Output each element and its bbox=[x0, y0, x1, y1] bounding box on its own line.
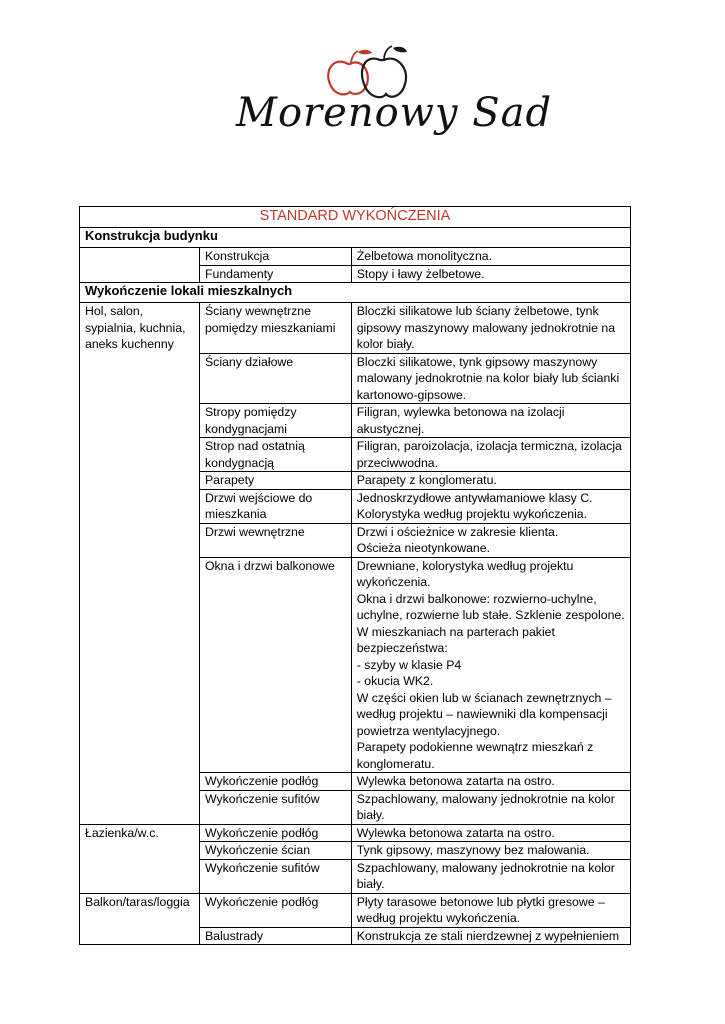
row-value: Filigran, paroizolacja, izolacja termiczna, izolacja przeciwwodna. bbox=[351, 438, 630, 472]
row-label: Ściany wewnętrzne pomiędzy mieszkaniami bbox=[199, 303, 351, 354]
row-value: Wylewka betonowa zatarta na ostro. bbox=[351, 824, 630, 842]
row-label: Fundamenty bbox=[199, 265, 351, 283]
row-value: Tynk gipsowy, maszynowy bez malowania. bbox=[351, 842, 630, 860]
row-label: Wykończenie podłóg bbox=[199, 773, 351, 791]
row-value: Konstrukcja ze stali nierdzewnej z wypełnieniem bbox=[351, 927, 630, 945]
section-heading: Konstrukcja budynku bbox=[80, 228, 631, 248]
row-value: Szpachlowany, malowany jednokrotnie na kolor biały. bbox=[351, 859, 630, 893]
section-header-konstrukcja bbox=[80, 228, 631, 248]
row-label: Konstrukcja bbox=[199, 248, 351, 266]
group-name: Hol, salon, sypialnia, kuchnia, aneks kuchenny bbox=[80, 303, 200, 825]
row-label: Ściany działowe bbox=[199, 353, 351, 404]
table-row bbox=[80, 824, 631, 842]
row-label: Wykończenie sufitów bbox=[199, 859, 351, 893]
group-cell-empty bbox=[80, 248, 200, 283]
row-label: Drzwi wewnętrzne bbox=[199, 523, 351, 557]
table-row bbox=[80, 893, 631, 927]
row-value: Szpachlowany, malowany jednokrotnie na kolor biały. bbox=[351, 790, 630, 824]
row-value: Parapety z konglomeratu. bbox=[351, 472, 630, 490]
table-title-row bbox=[80, 207, 631, 228]
section-heading: Wykończenie lokali mieszkalnych bbox=[80, 283, 631, 303]
row-value: Jednoskrzydłowe antywłamaniowe klasy C. Kolorystyka według projektu wykończenia. bbox=[351, 489, 630, 523]
row-label: Wykończenie sufitów bbox=[199, 790, 351, 824]
row-label: Wykończenie podłóg bbox=[199, 893, 351, 927]
table-title: STANDARD WYKOŃCZENIA bbox=[80, 207, 631, 228]
standard-table bbox=[79, 206, 631, 945]
row-label: Okna i drzwi balkonowe bbox=[199, 557, 351, 773]
section-header-wykonczenie bbox=[80, 283, 631, 303]
row-value: Bloczki silikatowe, tynk gipsowy maszynowy malowany jednokrotnie na kolor biały lub ścianki kartonowo-gipsowe. bbox=[351, 353, 630, 404]
row-value: Wylewka betonowa zatarta na ostro. bbox=[351, 773, 630, 791]
row-label: Parapety bbox=[199, 472, 351, 490]
row-label: Drzwi wejściowe do mieszkania bbox=[199, 489, 351, 523]
row-label: Balustrady bbox=[199, 927, 351, 945]
table-row bbox=[80, 248, 631, 266]
row-value: Filigran, wylewka betonowa na izolacji akustycznej. bbox=[351, 404, 630, 438]
row-value: Drzwi i ościeżnice w zakresie klienta. Ościeża nieotynkowane. bbox=[351, 523, 630, 557]
logo-wordmark: Morenowy Sad bbox=[236, 90, 553, 136]
group-name: Łazienka/w.c. bbox=[80, 824, 200, 893]
table-row bbox=[80, 303, 631, 354]
group-name: Balkon/taras/loggia bbox=[80, 893, 200, 945]
row-value: Żelbetowa monolityczna. bbox=[351, 248, 630, 266]
row-value: Bloczki silikatowe lub ściany żelbetowe, tynk gipsowy maszynowy malowany jednokrotnie na kolor biały. bbox=[351, 303, 630, 354]
row-label: Strop nad ostatnią kondygnacją bbox=[199, 438, 351, 472]
row-label: Stropy pomiędzy kondygnacjami bbox=[199, 404, 351, 438]
row-label: Wykończenie podłóg bbox=[199, 824, 351, 842]
row-value: Drewniane, kolorystyka według projektu wykończenia. Okna i drzwi balkonowe: rozwierno-uchylne, uchylne, rozwierne lub stałe. Szklenie zespolone. W mieszkaniach na parterach pakiet bezpieczeństwa: - szyby w klasie P4 - okucia WK2. W części okien lub w ścianach zewnętrznych – według projektu – nawiewniki dla kompensacji powietrza wentylacyjnego. Parapety podokienne wewnątrz mieszkań z konglomeratu. bbox=[351, 557, 630, 773]
row-label: Wykończenie ścian bbox=[199, 842, 351, 860]
row-value: Płyty tarasowe betonowe lub płytki gresowe – według projektu wykończenia. bbox=[351, 893, 630, 927]
logo bbox=[230, 44, 553, 154]
row-value: Stopy i ławy żelbetowe. bbox=[351, 265, 630, 283]
